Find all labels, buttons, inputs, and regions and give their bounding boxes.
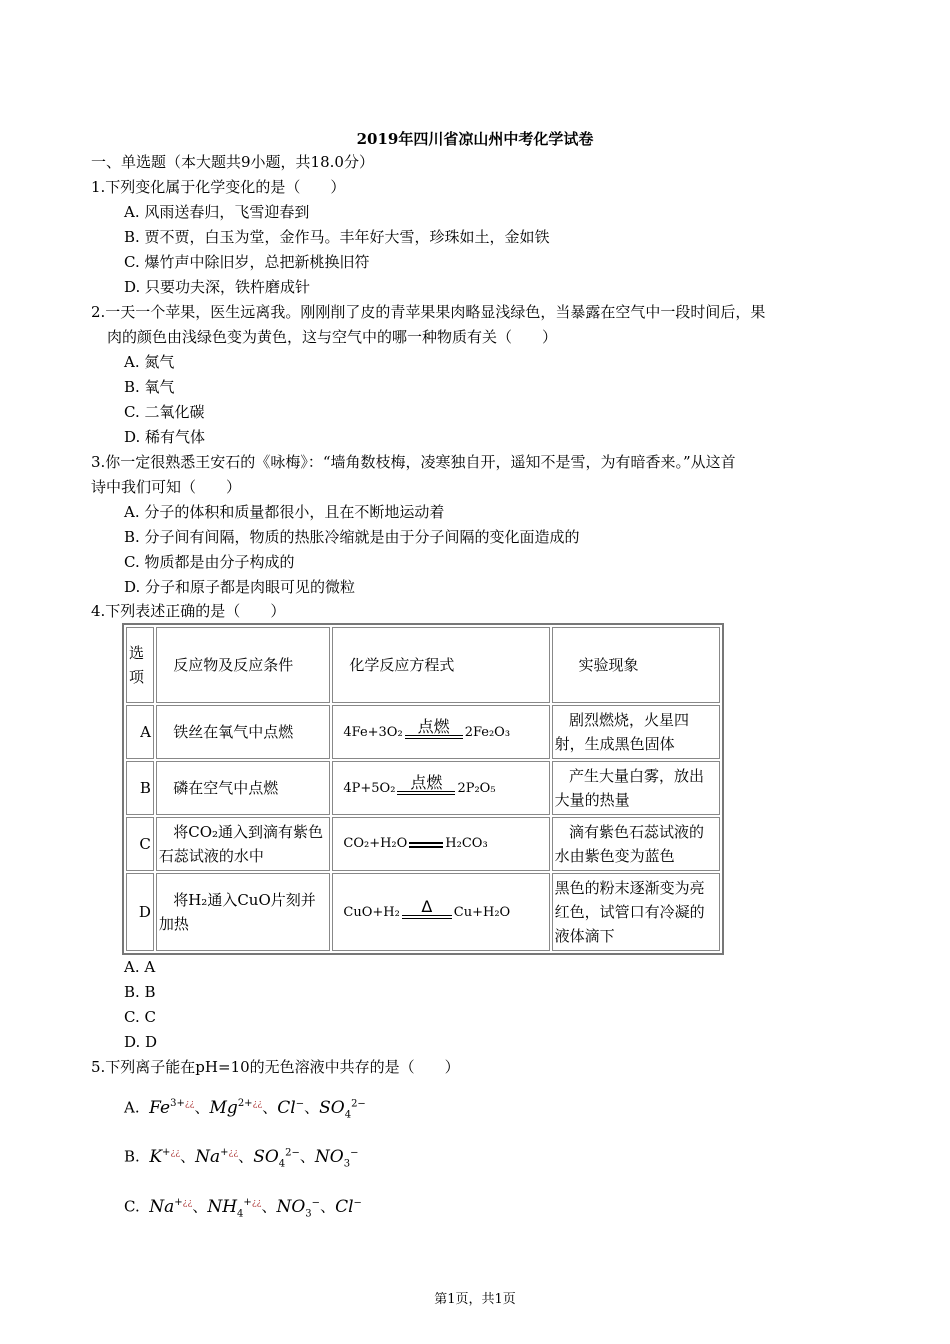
separator: 、 <box>192 1197 208 1216</box>
q5-option-a <box>124 1094 366 1125</box>
table-row <box>126 873 720 951</box>
products: 2P₂O₅ <box>457 781 496 796</box>
option-label: C. <box>124 1197 140 1216</box>
separator: 、 <box>261 1197 277 1216</box>
row-b-equation <box>332 761 550 815</box>
page-title: 2019年四川省凉山州中考化学试卷 <box>356 130 594 148</box>
reactants: CuO+H₂ <box>343 905 400 920</box>
table-row <box>126 761 720 815</box>
ion-formula: Cl− <box>335 1196 362 1217</box>
separator: 、 <box>262 1098 278 1117</box>
q4-option-c: C. C <box>124 1008 156 1026</box>
row-b-observation-text: 产生大量白雾，放出大量的热量 <box>554 767 704 809</box>
row-c-option: C <box>126 817 154 871</box>
row-d-observation-text: 黑色的粉末逐渐变为亮红色，试管口有冷凝的液体滴下 <box>554 879 705 945</box>
condition-text: 点燃 <box>410 773 443 792</box>
q4-option-d: D. D <box>124 1033 158 1051</box>
table-row <box>126 817 720 871</box>
header-observation-text: 实验现象 <box>578 656 639 674</box>
separator: 、 <box>299 1147 315 1166</box>
ion-formula: Na+¿¿ <box>195 1146 239 1167</box>
q2-option-b: B. 氧气 <box>124 378 175 396</box>
equals-sign <box>409 842 443 848</box>
header-option: 选项 <box>126 627 154 703</box>
products: Cu+H₂O <box>453 905 511 920</box>
row-a-option: A <box>126 705 154 759</box>
row-a-conditions <box>156 705 330 759</box>
render-marker: ¿¿ <box>184 1099 195 1109</box>
ion-formula: $Mg^{2+¿¿}$ <box>209 1097 263 1118</box>
q1-option-a: A. 风雨送春归，飞雪迎春到 <box>124 203 310 221</box>
option-label: A. <box>124 1098 140 1117</box>
q2-option-c: C. 二氧化碳 <box>124 403 205 421</box>
row-b-conditions <box>156 761 330 815</box>
row-c-equation <box>332 817 550 871</box>
ion-formula: Cl− <box>277 1097 305 1118</box>
row-b-observation <box>552 761 720 815</box>
row-d-observation <box>552 873 720 951</box>
row-c-observation <box>552 817 720 871</box>
products: 2Fe₂O₃ <box>464 725 511 740</box>
render-marker: ¿¿ <box>252 1099 263 1109</box>
separator: 、 <box>320 1197 336 1216</box>
row-a-observation-text: 剧烈燃烧，火星四射，生成黑色固体 <box>554 711 689 753</box>
render-marker: ¿¿ <box>251 1198 262 1208</box>
equals-sign <box>402 915 452 919</box>
q1-option-d: D. 只要功夫深，铁杵磨成针 <box>124 278 311 296</box>
q4-option-b: B. B <box>124 983 156 1001</box>
header-equation <box>332 627 550 703</box>
row-a-conditions-text: 铁丝在氧气中点燃 <box>173 723 294 741</box>
row-d-conditions <box>156 873 330 951</box>
q5-option-c <box>124 1193 362 1224</box>
equation <box>343 719 510 745</box>
separator: 、 <box>304 1098 320 1117</box>
condition-text: Δ <box>421 897 433 916</box>
separator: 、 <box>194 1098 210 1117</box>
row-b-option: B <box>126 761 154 815</box>
q5-option-b <box>124 1143 359 1174</box>
row-d-option: D <box>126 873 154 951</box>
q4-option-a: A. A <box>124 958 156 976</box>
table-row <box>126 705 720 759</box>
row-c-conditions <box>156 817 330 871</box>
q1-option-c: C. 爆竹声中除旧岁，总把新桃换旧符 <box>124 253 370 271</box>
ion-formula: $NH_4^{+¿¿}$ <box>207 1196 262 1220</box>
render-marker: ¿¿ <box>228 1148 239 1158</box>
question-5-stem: 5.下列离子能在pH=10的无色溶液中共存的是（ ） <box>91 1058 460 1076</box>
header-equation-text: 化学反应方程式 <box>349 656 455 674</box>
equals-sign <box>405 735 463 739</box>
products: H₂CO₃ <box>445 836 488 851</box>
header-conditions-text: 反应物及反应条件 <box>173 656 294 674</box>
row-d-conditions-text: 将H₂通入CuO片刻并加热 <box>158 891 316 933</box>
question-3-stem-line2: 诗中我们可知（ ） <box>91 478 242 496</box>
q3-option-a: A. 分子的体积和质量都很小，且在不断地运动着 <box>124 503 445 521</box>
question-2-stem-line2: 肉的颜色由浅绿色变为黄色，这与空气中的哪一种物质有关（ ） <box>107 328 558 346</box>
section-heading: 一、单选题（本大题共9小题，共18.0分） <box>91 153 374 171</box>
equals-sign <box>397 791 455 795</box>
ion-formula: $SO_4^{2-}$ <box>319 1097 366 1121</box>
separator: 、 <box>238 1147 254 1166</box>
ion-formula: K+¿¿ <box>149 1146 181 1167</box>
q3-option-c: C. 物质都是由分子构成的 <box>124 553 295 571</box>
reactants: CO₂+H₂O <box>343 836 408 851</box>
separator: 、 <box>180 1147 196 1166</box>
ion-formula: $Fe^{3+¿¿}$ <box>149 1097 195 1118</box>
condition <box>397 775 455 801</box>
header-conditions <box>156 627 330 703</box>
reaction-table <box>122 623 724 955</box>
condition-text: 点燃 <box>417 717 450 736</box>
row-c-conditions-text: 将CO₂通入到滴有紫色石蕊试液的水中 <box>158 823 324 865</box>
ion-formula: Na+¿¿ <box>149 1196 193 1217</box>
row-b-conditions-text: 磷在空气中点燃 <box>173 779 279 797</box>
ion-formula: $NO_3^-$ <box>314 1146 359 1170</box>
equation <box>343 775 495 801</box>
render-marker: ¿¿ <box>170 1148 181 1158</box>
equation <box>343 832 487 856</box>
q3-option-b: B. 分子间有间隔，物质的热胀冷缩就是由于分子间隔的变化面造成的 <box>124 528 580 546</box>
ion-formula: $SO_4^{2-}$ <box>253 1146 300 1170</box>
equation <box>343 899 510 925</box>
question-4-stem: 4.下列表述正确的是（ ） <box>91 602 286 620</box>
question-3-stem-line1: 3.你一定很熟悉王安石的《咏梅》：“墙角数枝梅，凌寒独自开，遥知不是雪，为有暗香来。”从这首 <box>91 453 736 471</box>
ion-formula: $NO_3^-$ <box>276 1196 321 1220</box>
table-header-row <box>126 627 720 703</box>
reactants: 4Fe+3O₂ <box>343 725 403 740</box>
condition <box>409 842 443 856</box>
row-d-equation <box>332 873 550 951</box>
option-label: B. <box>124 1147 140 1166</box>
q2-option-a: A. 氮气 <box>124 353 175 371</box>
page-footer: 第1页，共1页 <box>434 1292 516 1307</box>
q1-option-b: B. 贾不贾，白玉为堂，金作马。丰年好大雪，珍珠如土，金如铁 <box>124 228 550 246</box>
reactants: 4P+5O₂ <box>343 781 396 796</box>
q2-option-d: D. 稀有气体 <box>124 428 206 446</box>
row-a-equation <box>332 705 550 759</box>
condition <box>402 899 452 925</box>
question-1-stem: 1.下列变化属于化学变化的是（ ） <box>91 178 346 196</box>
row-a-observation <box>552 705 720 759</box>
row-c-observation-text: 滴有紫色石蕊试液的水由紫色变为蓝色 <box>554 823 704 865</box>
header-observation <box>552 627 720 703</box>
render-marker: ¿¿ <box>182 1198 193 1208</box>
question-2-stem-line1: 2.一天一个苹果，医生远离我。刚刚削了皮的青苹果果肉略显浅绿色，当暴露在空气中一段时间后，果 <box>91 303 766 321</box>
q3-option-d: D. 分子和原子都是肉眼可见的微粒 <box>124 578 356 596</box>
condition <box>405 719 463 745</box>
